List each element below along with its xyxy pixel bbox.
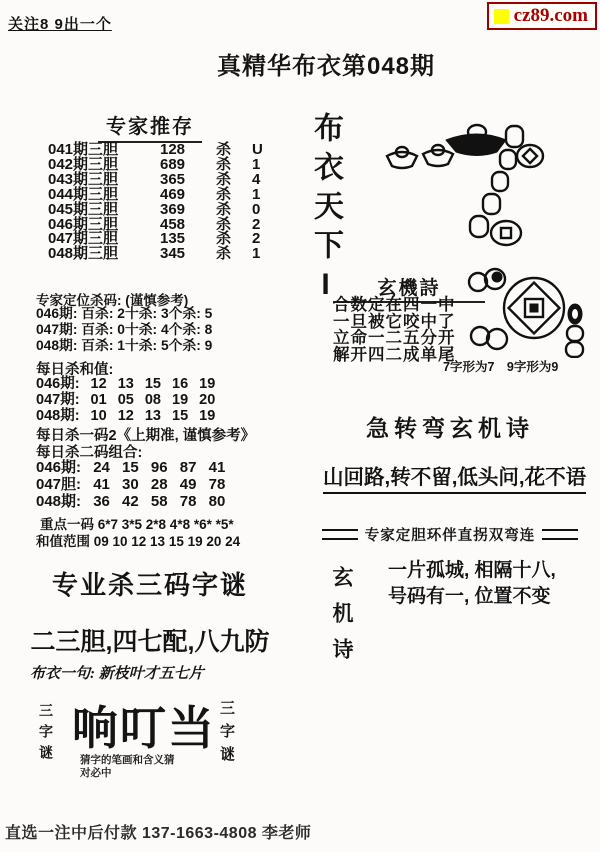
key-one-code-line: 重点一码 6*7 3*5 2*8 4*8 *6* *5* [40, 517, 234, 532]
coin-cluster-figure [462, 266, 597, 358]
row-period: 043期三胆 [48, 170, 119, 188]
row-kill-label: 杀 [216, 215, 232, 233]
list-item: 046期: 百杀: 2十杀: 3个杀: 5 [36, 306, 213, 321]
rail-line-right [542, 529, 578, 540]
riddle-hint-line2: 对必中 [80, 767, 112, 779]
site-badge[interactable] [487, 2, 597, 30]
row-kill-value: 2 [252, 230, 261, 248]
row-period: 047期三胆 [48, 230, 119, 248]
position-kill-header: 专家定位杀码: (谨慎参考) [36, 293, 189, 308]
daily-kill-one-note: 每日杀一码2《上期准, 谨慎参考》 [36, 428, 256, 444]
row-period: 048期三胆 [48, 245, 119, 263]
poem-line: 一旦被它咬中了 [333, 312, 456, 331]
row-kill-label: 杀 [216, 185, 232, 203]
figure-caption: 7字形为7 9字形为9 [443, 360, 559, 374]
row-kill-label: 杀 [216, 141, 232, 158]
row-kill-value: 1 [252, 245, 261, 263]
daily-kill-sum-rows [36, 376, 215, 425]
row-kill-label: 杀 [216, 170, 232, 188]
row-code: 458 [160, 215, 186, 233]
poem-line: 号码有一, 位置不变 [388, 586, 551, 607]
row-kill-label: 杀 [216, 155, 232, 173]
row-period: 042期三胆 [48, 155, 119, 173]
row-kill-value: 4 [252, 170, 261, 188]
row-period: 044期三胆 [48, 185, 119, 203]
ingot-coin-figure [380, 118, 545, 258]
expert-recommend-table [48, 143, 272, 262]
buyi-tianxia-vertical-title: 布衣天下I [309, 112, 342, 310]
riddle-hint [80, 754, 175, 780]
row-code: 469 [160, 185, 186, 203]
expert-recommend-header: 专家推存 [98, 110, 202, 143]
list-item: 047期: 百杀: 0十杀: 4个杀: 8 [36, 322, 213, 338]
row-kill-value: 2 [252, 215, 261, 233]
xuanji-poem-header: 玄機詩 [333, 273, 485, 303]
rail-line-left [322, 529, 358, 540]
row-kill-value: 0 [252, 200, 261, 218]
three-char-riddle-answer: 响叮当 [72, 703, 216, 754]
poem-line: 一片孤城, 相隔十八, [388, 560, 556, 581]
page-title: 真精华布衣第048期 [216, 53, 436, 80]
list-item: 046期: 12 13 15 16 19 [36, 376, 216, 392]
buyi-one-sentence: 布衣一句: 新枝叶才五七片 [30, 666, 204, 682]
expert-dan-banner-text: 专家定胆环伴直拐双弯连 [364, 528, 536, 544]
xuanji-poem-lines [333, 297, 456, 363]
row-kill-value: 1 [252, 155, 261, 173]
row-code: 365 [160, 170, 186, 188]
row-code: 369 [160, 200, 186, 218]
row-kill-value: 1 [252, 185, 261, 203]
kill-three-riddle-line: 二三胆,四七配,八九防 [30, 628, 270, 656]
poem-line: 合数定在四一中 [333, 296, 456, 314]
list-item: 047胆: 41 30 28 49 78 [36, 476, 226, 493]
list-item: 048期: 10 12 13 15 19 [36, 408, 216, 425]
row-code: 135 [160, 230, 186, 248]
table-row [48, 247, 272, 262]
row-kill-value: U [252, 141, 263, 158]
row-code: 345 [160, 245, 186, 263]
sharp-turn-poem-line: 山回路,转不留,低头问,花不语 [323, 460, 586, 494]
sum-range-line: 和值范围 09 10 12 13 15 19 20 24 [36, 534, 241, 549]
position-kill-rows [36, 306, 212, 355]
contact-footer: 直选一注中后付款 137-1663-4808 李老师 [5, 825, 312, 842]
top-note: 关注8 9出一个 [8, 16, 112, 33]
daily-kill-two-rows [36, 459, 225, 510]
riddle-hint-line1: 猜字的笔画和含义猜 [80, 754, 175, 766]
row-period: 045期三胆 [48, 200, 119, 218]
daily-kill-two-header: 每日杀二码组合: [36, 445, 143, 461]
list-item: 047期: 01 05 08 19 20 [36, 392, 216, 409]
row-period: 046期三胆 [48, 215, 119, 233]
site-name: cz89.com [513, 5, 588, 26]
yellow-square-icon [494, 9, 509, 24]
row-kill-label: 杀 [216, 230, 232, 248]
daily-kill-sum-header: 每日杀和值: [36, 362, 114, 378]
list-item: 048期: 36 42 58 78 80 [36, 493, 226, 510]
list-item: 046期: 24 15 96 87 41 [36, 459, 226, 476]
poem-line: 解开四二成单尾 [333, 345, 456, 364]
row-code: 689 [160, 155, 186, 173]
row-period: 041期三胆 [48, 141, 119, 158]
list-item: 048期: 百杀: 1十杀: 5个杀: 9 [36, 338, 213, 354]
row-code: 128 [160, 141, 186, 158]
corner-poem-vertical-label: 玄机诗 [330, 566, 353, 674]
three-char-riddle-label-right: 三字谜 [218, 700, 235, 769]
sharp-turn-poem-title: 急转弯玄机诗 [366, 415, 534, 441]
kill-three-riddle-title: 专业杀三码字谜 [51, 570, 248, 600]
corner-poem [388, 558, 556, 610]
three-char-riddle-label-left: 三字谜 [38, 703, 54, 766]
row-kill-label: 杀 [216, 200, 232, 218]
expert-dan-banner [300, 524, 600, 545]
row-kill-label: 杀 [216, 245, 232, 263]
poem-line: 立命一二五分开 [333, 329, 456, 348]
